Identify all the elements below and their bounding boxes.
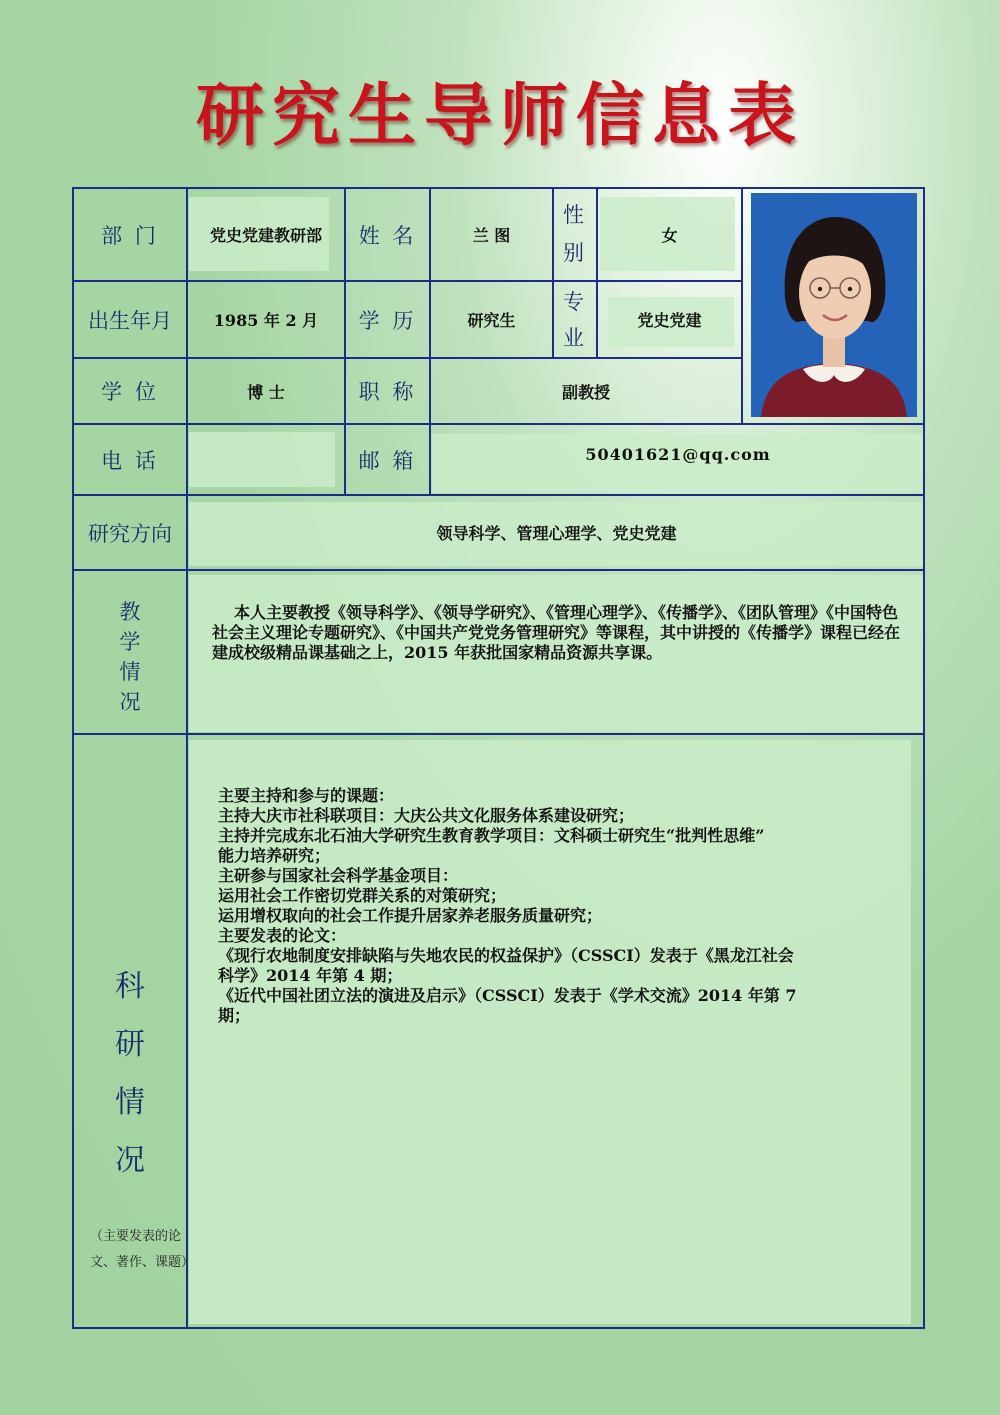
research-line: 《现行农地制度安排缺陷与失地农民的权益保护》（CSSCI）发表于《黑龙江社会 [218, 946, 794, 965]
research-label: 研究方向 [88, 521, 172, 546]
research-line: 期； [218, 1006, 251, 1025]
research-value: 领导科学、管理心理学、党史党建 [436, 524, 677, 543]
research-line: 主要发表的论文： [218, 926, 347, 945]
education-label: 学 历 [358, 308, 417, 333]
birth-label: 出生年月 [88, 308, 172, 333]
research-line: 主要主持和参与的课题： [218, 786, 395, 805]
gender-value: 女 [661, 226, 678, 245]
name-label: 姓 名 [358, 223, 417, 248]
teacher-photo [751, 193, 917, 417]
research-line: 《近代中国社团立法的演进及启示》（CSSCI）发表于《学术交流》2014 年第 7 [218, 986, 797, 1005]
teaching-label: 教 学 情 况 [119, 600, 141, 714]
gender-label: 性 别 [563, 203, 587, 265]
teaching-text: 本人主要教授《领导科学》、《领导学研究》、《管理心理学》、《传播学》、《团队管理》《中国特色社会主义理论专题研究》、《中国共产党党务管理研究》等课程，其中讲授的《传播学》课程已经在建成校级精品课基础之上，2015 年获批国家精品资源共享课。 [212, 603, 901, 662]
rank-label: 职 称 [358, 380, 417, 404]
name-value: 兰 图 [472, 226, 511, 245]
phone-value [188, 425, 344, 494]
page-title: 研究生导师信息表 [195, 77, 804, 156]
research-line: 运用社会工作密切党群关系的对策研究； [218, 886, 507, 905]
birth-value: 1985 年 2 月 [213, 311, 319, 330]
major-value: 党史党建 [637, 311, 702, 330]
research-list [218, 786, 898, 1026]
research-line: 运用增权取向的社会工作提升居家养老服务质量研究； [218, 906, 603, 925]
education-value: 研究生 [467, 311, 516, 330]
email-label: 邮 箱 [358, 448, 417, 473]
research-line: 主研参与国家社会科学基金项目： [218, 866, 459, 885]
scientific-note: （主要发表的论文、著作、课题） [90, 1229, 195, 1270]
research-line: 科学》2014 年第 4 期； [218, 966, 403, 985]
research-line: 能力培养研究； [218, 846, 331, 865]
research-line: 主持大庆市社科联项目：大庆公共文化服务体系建设研究； [218, 806, 635, 825]
phone-label: 电 话 [101, 448, 159, 473]
department-value: 党史党建教研部 [209, 226, 322, 245]
degree-label: 学 位 [101, 380, 159, 404]
scientific-label: 科 研 情 况 [115, 969, 145, 1178]
rank-value: 副教授 [561, 382, 610, 402]
email-value: 50401621@qq.com [585, 444, 771, 464]
major-label: 专 业 [563, 289, 587, 350]
degree-value: 博 士 [247, 382, 285, 402]
research-line: 主持并完成东北石油大学研究生教育教学项目：文科硕士研究生“批判性思维” [218, 826, 765, 845]
department-label: 部 门 [101, 223, 159, 248]
